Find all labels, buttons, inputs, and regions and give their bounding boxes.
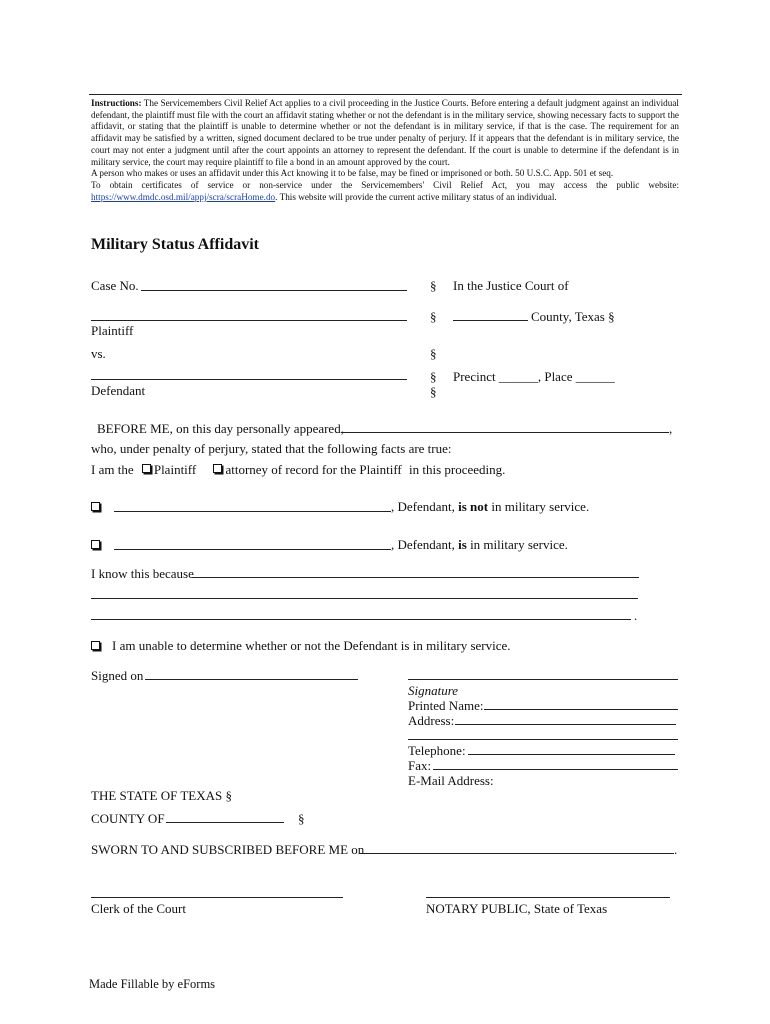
defendant-label: Defendant	[91, 383, 146, 398]
fax-field[interactable]	[433, 769, 678, 770]
not-military-defendant-field[interactable]	[114, 511, 391, 512]
telephone-label: Telephone:	[408, 743, 466, 758]
scra-website-link[interactable]: https://www.dmdc.osd.mil/appj/scra/scraHome.do	[91, 191, 276, 202]
i-am-the-label: I am the	[91, 462, 134, 477]
is-military-bold: is	[458, 537, 467, 552]
reason-line-3[interactable]	[91, 619, 631, 620]
not-military-suffix: in military service.	[491, 499, 590, 514]
telephone-field[interactable]	[468, 754, 675, 755]
section-symbol: §	[430, 369, 437, 384]
vs-label: vs.	[91, 346, 106, 361]
reason-line-2[interactable]	[91, 598, 638, 599]
section-symbol: §	[430, 309, 437, 324]
signature-field[interactable]	[408, 679, 678, 680]
defendant-name-field[interactable]	[91, 379, 407, 380]
precinct-place-label: Precinct ______, Place ______	[453, 369, 615, 384]
email-label: E-Mail Address:	[408, 773, 494, 788]
printed-name-field[interactable]	[484, 709, 678, 710]
know-because-label: I know this because	[91, 566, 194, 581]
is-military-checkbox[interactable]	[91, 540, 100, 549]
period: .	[674, 842, 678, 857]
notary-label: NOTARY PUBLIC, State of Texas	[426, 901, 608, 916]
reason-line-1[interactable]	[192, 577, 639, 578]
unable-determine-text: I am unable to determine whether or not the Defendant is in military service.	[112, 638, 511, 653]
top-rule	[89, 94, 682, 95]
clerk-label: Clerk of the Court	[91, 901, 186, 916]
case-no-field[interactable]	[141, 290, 407, 291]
signature-label: Signature	[408, 683, 459, 698]
notary-signature-field[interactable]	[426, 897, 670, 898]
not-military-prefix: , Defendant,	[391, 499, 455, 514]
proceeding-text: in this proceeding.	[409, 462, 506, 477]
i-am-the-row	[91, 462, 505, 478]
is-military-statement	[391, 537, 568, 553]
county-name-field[interactable]	[453, 320, 528, 321]
is-military-prefix: , Defendant,	[391, 537, 455, 552]
not-military-bold: is not	[458, 499, 489, 514]
county-texas-label: County, Texas §	[531, 309, 615, 324]
section-symbol: §	[430, 278, 437, 293]
county-of-label: COUNTY OF	[91, 811, 165, 826]
footer-text: Made Fillable by eForms	[89, 977, 216, 991]
period: .	[634, 608, 638, 623]
signed-on-date-field[interactable]	[145, 679, 358, 680]
section-symbol: §	[298, 811, 305, 826]
website-text-before: To obtain certificates of service or non-service under the Servicemembers' Civil Relief Act, you may access the public website:	[91, 179, 679, 190]
attorney-checkbox[interactable]	[213, 464, 222, 473]
perjury-text: who, under penalty of perjury, stated that the following facts are true:	[91, 441, 452, 456]
section-symbol: §	[430, 346, 437, 361]
sworn-date-field[interactable]	[359, 853, 674, 854]
is-military-defendant-field[interactable]	[114, 549, 391, 550]
address-label: Address:	[408, 713, 455, 728]
case-no-label: Case No.	[91, 278, 139, 293]
instructions-block	[91, 98, 679, 203]
state-of-texas-label: THE STATE OF TEXAS §	[91, 788, 233, 803]
plaintiff-name-field[interactable]	[91, 320, 407, 321]
unable-determine-checkbox[interactable]	[91, 641, 100, 650]
website-text-after: . This website will provide the current active military status of an individual.	[275, 191, 557, 202]
plaintiff-checkbox[interactable]	[142, 464, 151, 473]
penalty-text: A person who makes or uses an affidavit under this Act knowing it to be false, may be fined or imprisoned or both. 50 U.S.C. App. 501 et seq.	[91, 168, 614, 179]
signed-on-label: Signed on	[91, 668, 144, 683]
affiant-name-field[interactable]	[341, 432, 669, 433]
instructions-label: Instructions:	[91, 98, 142, 108]
address-field-2[interactable]	[408, 739, 678, 740]
address-field-1[interactable]	[455, 724, 676, 725]
page-title: Military Status Affidavit	[91, 236, 259, 253]
fax-label: Fax:	[408, 758, 432, 773]
attorney-option-label: attorney of record for the Plaintiff	[225, 462, 402, 477]
not-military-checkbox[interactable]	[91, 502, 100, 511]
not-military-statement	[391, 499, 589, 515]
sworn-label: SWORN TO AND SUBSCRIBED BEFORE ME on	[91, 842, 365, 857]
before-me-label: BEFORE ME, on this day personally appeared,	[97, 421, 344, 436]
comma: ,	[669, 421, 673, 436]
clerk-signature-field[interactable]	[91, 897, 343, 898]
is-military-suffix: in military service.	[470, 537, 568, 552]
court-label: In the Justice Court of	[453, 278, 569, 293]
section-symbol: §	[430, 384, 437, 399]
plaintiff-option-label: Plaintiff	[153, 462, 197, 477]
county-of-field[interactable]	[166, 822, 284, 823]
plaintiff-label: Plaintiff	[91, 323, 134, 338]
printed-name-label: Printed Name:	[408, 698, 484, 713]
instructions-text: The Servicemembers Civil Relief Act applies to a civil proceeding in the Justice Courts. Before entering a default judgment against an individual defendant, the plaintiff must file with the court an affidavit stating whether or not the defendant is in the military service, showing necessary facts to support the affidavit, or stating that the plaintiff is unable to determine whether or not the defendant is in military service, if that is the case. The requirement for an affidavit may be satisfied by a written, signed document declared to be true under penalty of perjury. If it appears that the defendant is in military service, the court may not enter a judgment until after the court appoints an attorney to represent the defendant. If the court is unable to determine if the defendant is in military service, the court may require plaintiff to file a bond in an amount approved by the court.	[91, 98, 680, 167]
